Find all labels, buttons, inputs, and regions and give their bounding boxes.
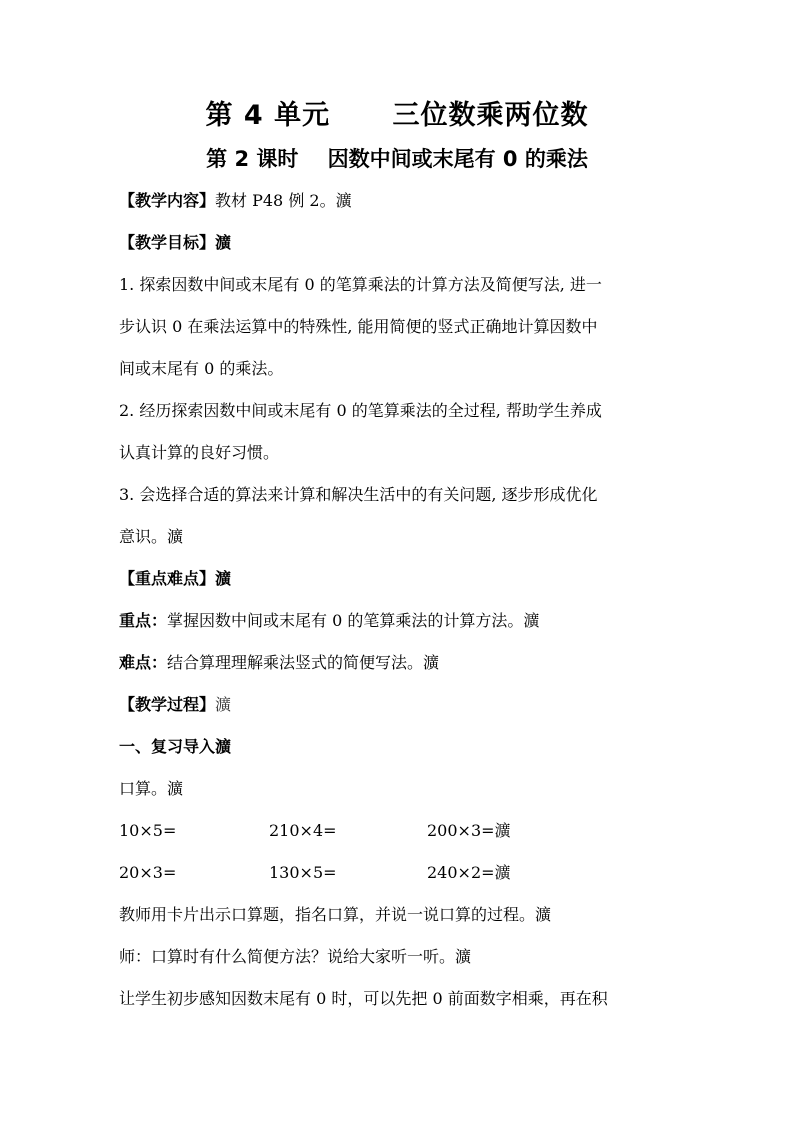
- oral-problem: 200×3=瀇: [427, 821, 511, 840]
- goal-2-line-2: 认真计算的良好习惯。: [119, 443, 280, 462]
- teaching-process-heading: 【教学过程】: [119, 695, 216, 714]
- oral-problem: 240×2=瀇: [427, 863, 511, 882]
- goal-1-line-2: 步认识 0 在乘法运算中的特殊性, 能用简便的竖式正确地计算因数中: [119, 317, 598, 336]
- teaching-content-label: 【教学内容】: [119, 191, 216, 210]
- goal-1-line-1: 1. 探索因数中间或末尾有 0 的笔算乘法的计算方法及简便写法, 进一: [119, 275, 602, 294]
- paragraph-student-perception: 让学生初步感知因数末尾有 0 时，可以先把 0 前面数字相乘，再在积: [119, 989, 608, 1008]
- goal-3-line-2: 意识。瀇: [119, 527, 184, 546]
- oral-problem: 10×5=: [119, 821, 177, 840]
- oral-problem: 210×4=: [269, 821, 337, 840]
- oral-problem: 130×5=: [269, 863, 337, 882]
- section-review-intro: 一、复习导入瀇: [119, 737, 232, 756]
- goal-2-line-1: 2. 经历探索因数中间或末尾有 0 的笔算乘法的全过程, 帮助学生养成: [119, 401, 602, 420]
- teaching-process: [119, 693, 679, 717]
- difficulty-label: 难点：: [119, 653, 168, 672]
- oral-problem: 20×3=: [119, 863, 177, 882]
- goal-1-line-3: 间或末尾有 0 的乘法。: [119, 359, 284, 378]
- unit-title: 第 4 单元 三位数乘两位数: [205, 100, 589, 131]
- difficulty-text: 结合算理理解乘法竖式的简便写法。瀇: [167, 653, 440, 672]
- oral-calculation-label: 口算。瀇: [119, 779, 184, 798]
- key-points-heading: 【重点难点】瀇: [119, 569, 232, 588]
- paragraph-cards: 教师用卡片出示口算题，指名口算，并说一说口算的过程。瀇: [119, 905, 552, 924]
- teaching-goals-heading: 【教学目标】瀇: [119, 233, 232, 252]
- goal-3-line-1: 3. 会选择合适的算法来计算和解决生活中的有关问题, 逐步形成优化: [119, 485, 598, 504]
- difficulty-point: [119, 651, 679, 675]
- teaching-content-text: 教材 P48 例 2。瀇: [215, 191, 352, 210]
- lesson-title: 第 2 课时 因数中间或末尾有 0 的乘法: [206, 147, 588, 171]
- key-point-text: 掌握因数中间或末尾有 0 的笔算乘法的计算方法。瀇: [167, 611, 540, 630]
- teaching-process-mark: 瀇: [215, 695, 232, 714]
- key-point-label: 重点：: [119, 611, 168, 630]
- teaching-content: [119, 189, 679, 213]
- key-point: [119, 609, 679, 633]
- paragraph-teacher-question: 师：口算时有什么简便方法？说给大家听一听。瀇: [119, 947, 472, 966]
